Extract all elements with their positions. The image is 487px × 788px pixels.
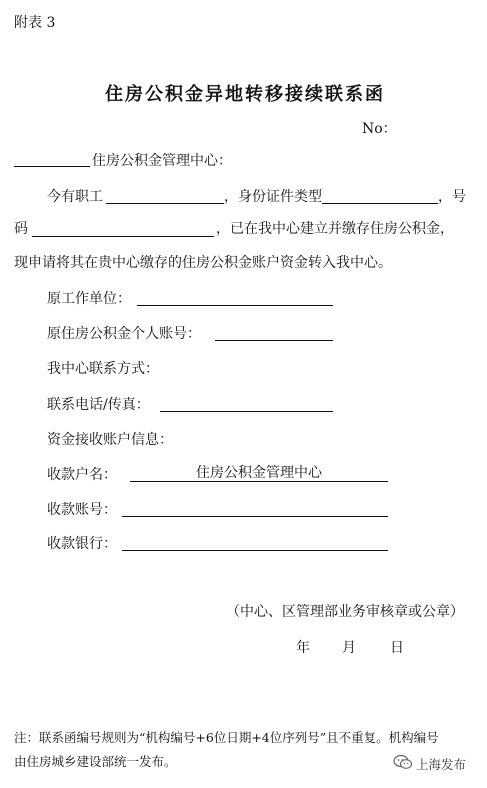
number-label: No： bbox=[362, 121, 397, 137]
page-title: 住房公积金异地转移接续联系函 bbox=[105, 84, 385, 105]
payee-name-blank bbox=[130, 481, 388, 482]
watermark-text: 上海发布 bbox=[416, 757, 467, 772]
phone-fax-label: 联系电话/传真： bbox=[47, 397, 150, 413]
addressee-blank bbox=[14, 166, 90, 167]
former-employer-blank bbox=[137, 305, 333, 306]
contact-heading: 我中心联系方式： bbox=[47, 361, 159, 377]
seal-note: （中心、区管理部业务审核章或公章） bbox=[226, 604, 464, 620]
payee-bank-label: 收款银行： bbox=[47, 536, 117, 552]
id-number-blank bbox=[32, 236, 214, 237]
appendix-label: 附表 3 bbox=[14, 15, 56, 31]
payee-account-label: 收款账号： bbox=[47, 502, 117, 518]
phone-fax-blank bbox=[160, 411, 333, 412]
wechat-icon bbox=[393, 754, 413, 770]
body-line1-a: 今有职工 bbox=[47, 189, 103, 205]
body-line3: 现申请将其在贵中心缴存的住房公积金账户资金转入我中心。 bbox=[14, 255, 392, 271]
body-line2-a: 码 bbox=[14, 221, 28, 237]
payee-bank-blank bbox=[122, 550, 388, 551]
former-account-blank bbox=[215, 340, 333, 341]
addressee-text: 住房公积金管理中心： bbox=[92, 153, 232, 169]
footnote-line2: 由住房城乡建设部统一发布。 bbox=[14, 754, 177, 769]
payee-name-label: 收款户名： bbox=[47, 467, 117, 483]
id-type-blank bbox=[322, 203, 438, 204]
payee-name-value: 住房公积金管理中心 bbox=[196, 465, 322, 481]
former-employer-label: 原工作单位： bbox=[47, 291, 131, 307]
date-day: 日 bbox=[390, 640, 404, 656]
receiving-heading: 资金接收账户信息： bbox=[47, 432, 173, 448]
employee-name-blank bbox=[106, 203, 224, 204]
body-line2-b: ，已在我中心建立并缴存住房公积金， bbox=[216, 221, 454, 237]
former-account-label: 原住房公积金个人账号： bbox=[47, 326, 201, 342]
date-month: 月 bbox=[342, 640, 356, 656]
footnote-line1: 注：联系函编号规则为“机构编号+6位日期+4位序列号”且不重复。机构编号 bbox=[14, 730, 439, 745]
body-line1-b: ，身份证件类型 bbox=[224, 189, 322, 205]
body-line1-c: ，号 bbox=[438, 189, 466, 205]
date-year: 年 bbox=[296, 640, 310, 656]
payee-account-blank bbox=[122, 516, 388, 517]
